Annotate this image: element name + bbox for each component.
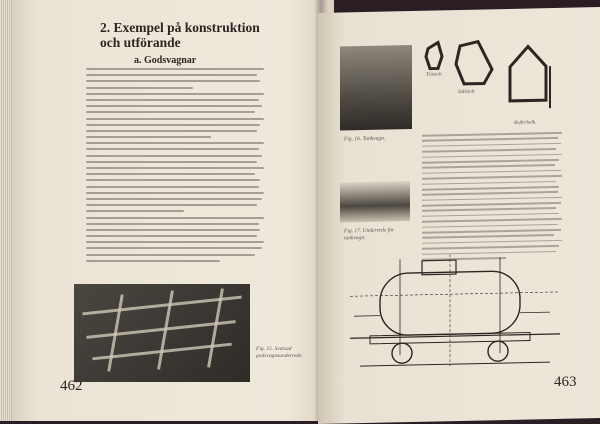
fig-top-caption: Fig. 16. Tankvagn. [344,135,386,143]
section-heading: 2. Exempel på konstruktion och utförande [100,20,260,50]
photo-caption: Fig. 15. Svetsad godsvagnsunderrede. [256,346,303,359]
page-number-left: 462 [60,378,83,394]
underframe-photo [74,284,250,382]
beam-profiles-diagram [318,7,600,13]
tank-wagon-drawing [318,7,600,13]
underframe-photo-small [340,181,410,222]
left-page [12,0,334,421]
page-number-right: 463 [554,374,577,390]
right-body-text [422,132,562,264]
subsection-heading: a. Godsvagnar [134,55,197,66]
right-page [318,7,600,424]
tank-wagon-photo [340,45,412,131]
fig-mid-caption: Fig. 17. Underrede för tankvagn. [344,227,395,241]
profile-label-2: Stålstolt. [458,89,476,96]
profile-label-3: Bofferbalk. [514,120,537,126]
profile-label-1: Trästolt. [426,72,443,78]
body-text-block [86,68,264,266]
